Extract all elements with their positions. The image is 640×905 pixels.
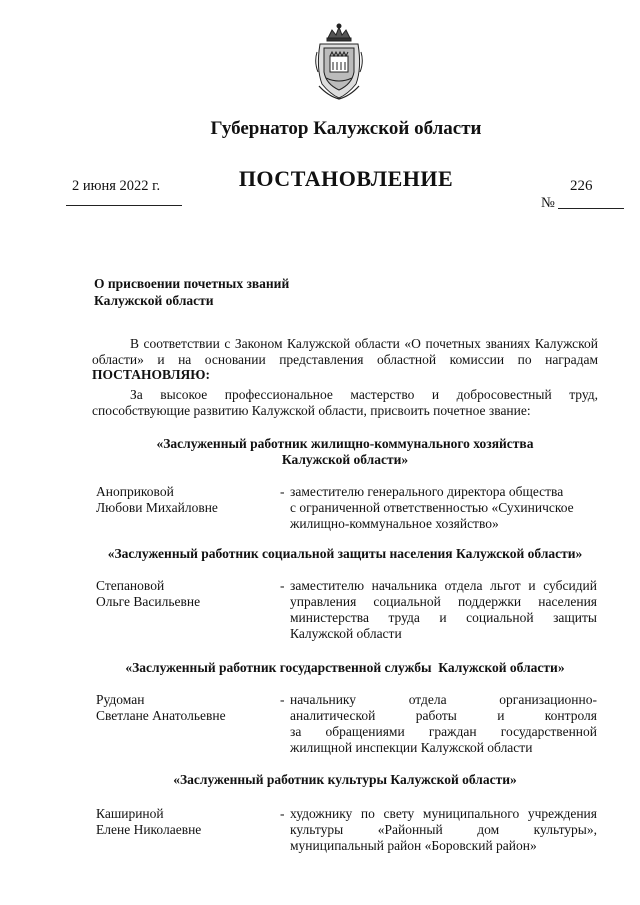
number-label: № [541,195,555,211]
position-line: за обращениями граждан государственной [290,724,597,739]
awardee-given-names: Светлане Анатольевне [96,708,226,723]
position-line: начальнику отдела организационно- [290,692,597,707]
awardee-position [290,806,597,854]
position-line: муниципальный район «Боровский район» [290,838,537,853]
award-title [92,436,598,468]
decree-word: ПОСТАНОВЛЯЮ: [92,367,210,382]
awardee-surname: Степановой [96,578,165,593]
awardee-position [290,692,597,756]
dash-separator: - [280,578,285,593]
awardee-name [96,578,200,610]
position-line: Калужской области [290,626,402,641]
subject-line: Калужской области [94,293,214,308]
awardee-given-names: Ольге Васильевне [96,594,201,609]
position-line: заместителю генерального директора общества [290,484,564,499]
date-underline [66,205,182,206]
award-title: «Заслуженный работник государственной службы Калужской области» [125,660,565,675]
award-title-line: «Заслуженный работник жилищно-коммунального хозяйства [156,436,534,451]
position-line: управления социальной поддержки населения [290,594,597,609]
position-line: министерства труда и социальной защиты [290,610,597,625]
award-text: За высокое профессиональное мастерство и добросовестный труд, способствующие развитию Калужской области, присвоить почетное звание: [92,387,598,418]
award-title: «Заслуженный работник социальной защиты населения Калужской области» [107,546,583,561]
document-date: 2 июня 2022 г. [72,178,161,194]
intro-text: В соответствии с Законом Калужской области «О почетных званиях Калужской области» и на основании представления областной комиссии по наградам [92,336,598,367]
award-title: «Заслуженный работник культуры Калужской области» [173,772,517,787]
awardee-surname: Кашириной [96,806,164,821]
document-type-title: ПОСТАНОВЛЕНИЕ [238,166,454,191]
awardee-position [290,484,597,532]
dash-separator: - [280,806,285,821]
award-paragraph [92,387,598,418]
awardee-given-names: Любови Михайловне [96,500,218,515]
awardee-given-names: Елене Николаевне [96,822,202,837]
kaluga-coat-of-arms-icon [314,22,364,100]
dash-separator: - [280,692,285,707]
position-line: жилищно-коммунальное хозяйство» [290,516,499,531]
position-line: художнику по свету муниципального учреждения [290,806,597,821]
intro-paragraph [92,336,598,383]
position-line: культуры «Районный дом культуры», [290,822,597,837]
awardee-name [96,484,218,516]
position-line: заместителю начальника отдела льгот и субсидий [290,578,597,593]
position-line: с ограниченной ответственностью «Сухиничское [290,500,574,515]
position-line: жилищной инспекции Калужской области [290,740,533,755]
number-underline [558,208,624,209]
dash-separator: - [280,484,285,499]
award-title-line: Калужской области» [281,452,409,467]
document-number: 226 [570,178,593,194]
document-subject [94,275,289,309]
subject-line: О присвоении почетных званий [94,276,290,291]
awardee-name [96,806,201,838]
awardee-position [290,578,597,642]
awardee-name [96,692,226,724]
awardee-surname: Рудоман [96,692,145,707]
authority-title: Губернатор Калужской области [210,118,482,139]
awardee-surname: Аноприковой [96,484,174,499]
position-line: аналитической работы и контроля [290,708,597,723]
